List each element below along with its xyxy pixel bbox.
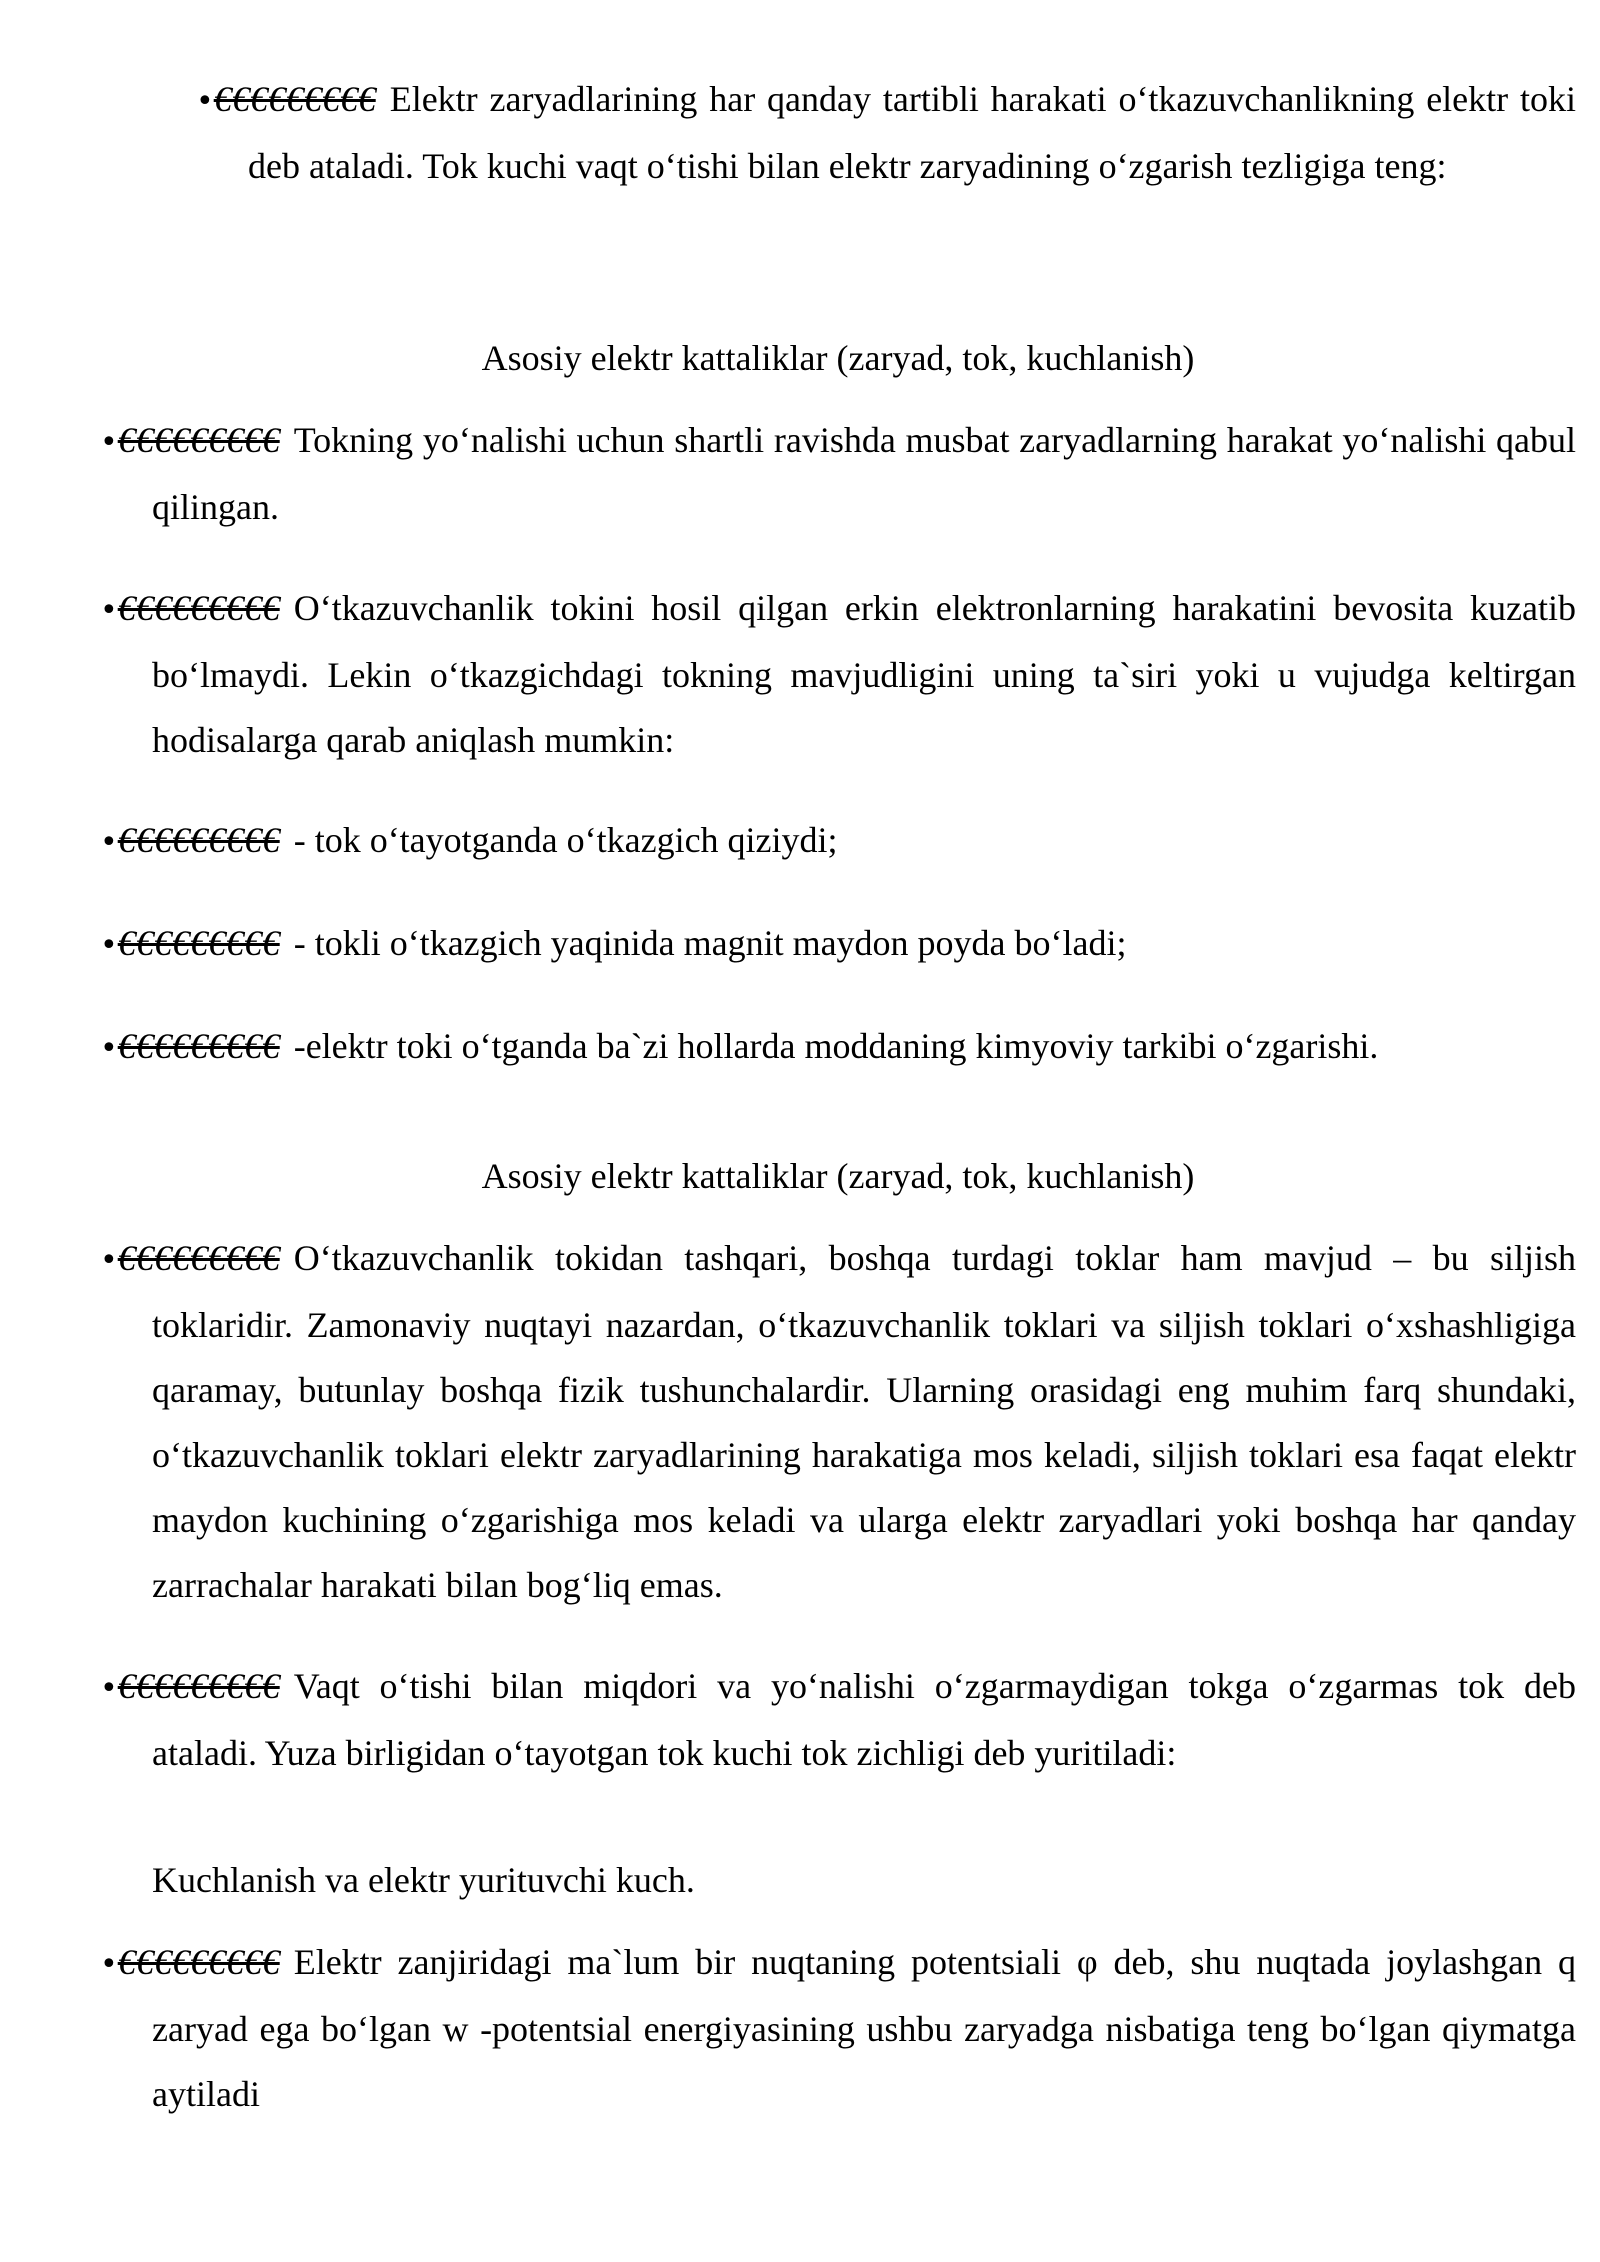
paragraph-text: Elektr zaryadlarining har qanday tartibli harakati o‘tkazuvchanlikning elektr toki deb ataladi. Tok kuchi vaqt o‘tishi bilan elektr zaryadining o‘zgarish tezligiga teng:	[248, 79, 1576, 186]
paragraph-electric-current	[196, 67, 1576, 199]
paragraph-text: O‘tkazuvchanlik tokini hosil qilgan erkin elektronlarning harakatini bevosita kuzatib bo‘lmaydi. Lekin o‘tkazgichdagi tokning mavjudligini uning ta`siri yoki u vujudga keltirgan hodisalarga qarab aniqlash mumkin:	[152, 588, 1576, 760]
bullet-marker: •	[100, 928, 118, 963]
bullet-glyphs: €€€€€€€€€	[117, 820, 280, 860]
paragraph-text: -elektr toki o‘tganda ba`zi hollarda moddaning kimyoviy tarkibi o‘zgarishi.	[293, 1026, 1379, 1066]
bullet-marker: •	[100, 1671, 118, 1706]
paragraph-text: O‘tkazuvchanlik tokidan tashqari, boshqa turdagi toklar ham mavjud – bu siljish toklaridir. Zamonaviy nuqtayi nazardan, o‘tkazuvchanlik toklari va siljish toklari o‘xshashligiga qaramay, butunlay boshqa fizik tushunchalardir. Ularning orasidagi eng muhim farq shundaki, o‘tkazuvchanlik toklari elektr zaryadlarining harakatiga mos keladi, siljish toklari esa faqat elektr maydon kuchining o‘zgarishiga mos keladi va ularga elektr zaryadlari yoki boshqa har qanday zarrachalar harakati bilan bog‘liq emas.	[152, 1238, 1576, 1605]
bullet-glyphs: €€€€€€€€€	[117, 1942, 280, 1982]
bullet-marker: •	[196, 84, 214, 119]
bullet-glyphs: €€€€€€€€€	[117, 1026, 280, 1066]
bullet-glyphs: €€€€€€€€€	[117, 1238, 280, 1278]
subsection-heading: Kuchlanish va elektr yurituvchi kuch.	[152, 1860, 695, 1900]
bullet-glyphs: €€€€€€€€€	[213, 79, 376, 119]
bullet-marker: •	[100, 593, 118, 628]
paragraph-displacement-current	[100, 1226, 1576, 1618]
paragraph-chemical-change	[100, 1014, 1576, 1081]
bullet-marker: •	[100, 1031, 118, 1066]
paragraph-text: Elektr zanjiridagi ma`lum bir nuqtaning potentsiali φ deb, shu nuqtada joylashgan q zaryad ega bo‘lgan w -potentsial energiyasining ushbu zaryadga nisbatiga teng bo‘lgan qiymatga aytiladi	[152, 1942, 1576, 2114]
bullet-marker: •	[100, 825, 118, 860]
paragraph-text: Vaqt o‘tishi bilan miqdori va yo‘nalishi o‘zgarmaydigan tokga o‘zgarmas tok deb ataladi. Yuza birligidan o‘tayotgan tok kuchi tok zichligi deb yuritiladi:	[152, 1666, 1576, 1773]
paragraph-text: - tokli o‘tkazgich yaqinida magnit maydon poyda bo‘ladi;	[293, 923, 1127, 963]
paragraph-magnetic-field	[100, 911, 1576, 978]
bullet-marker: •	[100, 1947, 118, 1982]
bullet-glyphs: €€€€€€€€€	[117, 588, 280, 628]
paragraph-current-direction	[100, 408, 1576, 540]
section-heading: Asosiy elektr kattaliklar (zaryad, tok, kuchlanish)	[481, 338, 1195, 378]
bullet-glyphs: €€€€€€€€€	[117, 420, 280, 460]
bullet-marker: •	[100, 425, 118, 460]
bullet-glyphs: €€€€€€€€€	[117, 1666, 280, 1706]
paragraph-text: Tokning yo‘nalishi uchun shartli ravishda musbat zaryadlarning harakat yo‘nalishi qabul qilingan.	[152, 420, 1576, 527]
bullet-marker: •	[100, 1243, 118, 1278]
paragraph-direct-current	[100, 1654, 1576, 1786]
paragraph-potential	[100, 1930, 1576, 2127]
paragraph-heating	[100, 808, 1576, 875]
paragraph-text: - tok o‘tayotganda o‘tkazgich qiziydi;	[293, 820, 838, 860]
section-heading: Asosiy elektr kattaliklar (zaryad, tok, kuchlanish)	[481, 1156, 1195, 1196]
bullet-glyphs: €€€€€€€€€	[117, 923, 280, 963]
paragraph-conduction-current	[100, 576, 1576, 773]
